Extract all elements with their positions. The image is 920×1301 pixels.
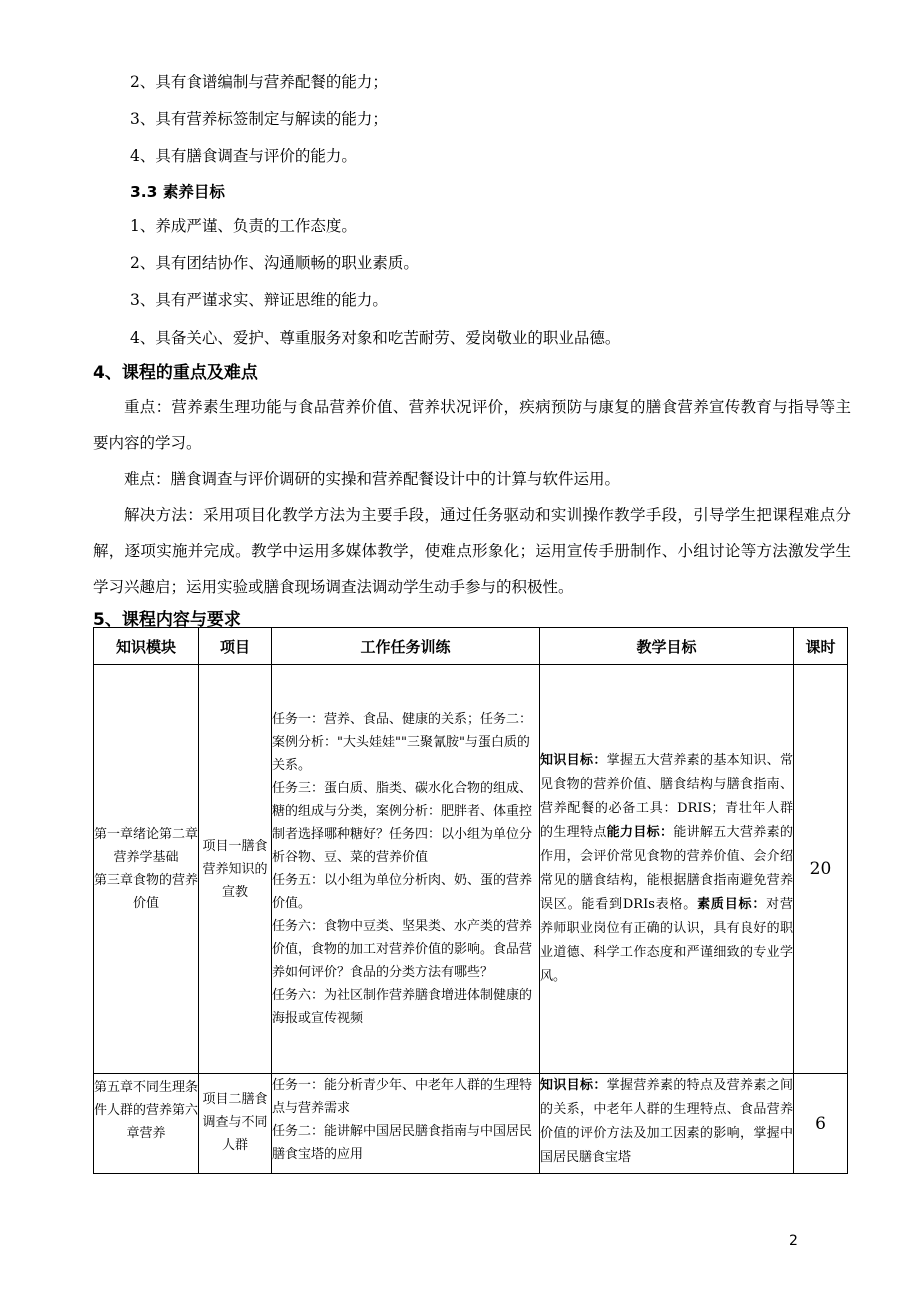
tasks-cell xyxy=(272,1074,540,1174)
module-text: 第三章食物的营养价值 xyxy=(94,873,199,911)
header-tasks: 工作任务训练 xyxy=(272,628,540,665)
ability-goal-text: 能讲解五大营养素的作用，会评价常见食物的营养价值、会介绍常见的膳食结构，能根据膳食指南避免营养误区。能看到DRIs表格。 xyxy=(540,825,793,912)
module-text: 第五章不同生理条件人群的营养第六章营养 xyxy=(94,1080,199,1141)
knowledge-goal-label: 知识目标： xyxy=(540,1078,607,1093)
section-3-3-title: 3.3 素养目标 xyxy=(130,183,225,201)
ability-item-3: 3、具有营养标签制定与解读的能力； xyxy=(130,110,388,128)
header-hours: 课时 xyxy=(794,628,848,665)
table-row xyxy=(94,665,848,1074)
task-item: 任务二：能讲解中国居民膳食指南与中国居民膳食宝塔的应用 xyxy=(272,1124,533,1162)
knowledge-goal-text: 掌握五大营养素的基本知识、常见食物的营养价值、膳食结构与膳食指南、营养配餐的必备工具：DRIS；青壮年人群的生理特点 xyxy=(540,753,793,840)
solution-paragraph: 解决方法：采用项目化教学方法为主要手段，通过任务驱动和实训操作教学手段，引导学生把课程难点分解，逐项实施并完成。教学中运用多媒体教学，使难点形象化；运用宣传手册制作、小组讨论等方法激发学生学习兴趣启；运用实验或膳食现场调查法调动学生动手参与的积极性。 xyxy=(93,506,851,596)
knowledge-goal-text: 掌握营养素的特点及营养素之间的关系，中老年人群的生理特点、食品营养价值的评价方法及加工因素的影响，掌握中国居民膳食宝塔 xyxy=(540,1078,793,1165)
key-point-paragraph: 重点：营养素生理功能与食品营养价值、营养状况评价，疾病预防与康复的膳食营养宣传教育与指导等主要内容的学习。 xyxy=(93,398,851,452)
goals-cell xyxy=(540,1074,794,1174)
header-project: 项目 xyxy=(199,628,272,665)
task-item: 任务五：以小组为单位分析肉、奶、蛋的营养价值。 xyxy=(272,873,533,911)
quality-goal-label: 素质目标： xyxy=(697,897,767,912)
difficulty-paragraph: 难点：膳食调查与评价调研的实操和营养配餐设计中的计算与软件运用。 xyxy=(124,470,621,488)
hours-cell: 20 xyxy=(794,665,848,1074)
module-text: 第一章绪论第二章营养学基础 xyxy=(94,827,199,865)
quality-item-4: 4、具备关心、爱护、尊重服务对象和吃苦耐劳、爱岗敬业的职业品德。 xyxy=(130,329,621,347)
ability-item-2: 2、具有食谱编制与营养配餐的能力； xyxy=(130,73,388,91)
header-module: 知识模块 xyxy=(94,628,199,665)
table-row xyxy=(94,1074,848,1174)
quality-item-2: 2、具有团结协作、沟通顺畅的职业素质。 xyxy=(130,254,419,272)
task-item: 任务三：蛋白质、脂类、碳水化合物的组成、糖的组成与分类，案例分析：肥胖者、体重控制者选择哪种糖好？任务四：以小组为单位分析谷物、豆、菜的营养价值 xyxy=(272,781,533,865)
task-item: 任务一：营养、食品、健康的关系；任务二：案例分析："大头娃娃""三聚氰胺"与蛋白质的关系。 xyxy=(272,712,533,773)
section-4-title: 4、课程的重点及难点 xyxy=(93,363,258,383)
table-header-row xyxy=(94,628,848,665)
ability-goal-label: 能力目标： xyxy=(606,825,674,840)
task-item: 任务六：为社区制作营养膳食增进体制健康的海报或宣传视频 xyxy=(272,988,533,1026)
quality-item-1: 1、养成严谨、负责的工作态度。 xyxy=(130,217,357,235)
page-number: 2 xyxy=(789,1233,798,1249)
module-cell xyxy=(94,665,199,1074)
section-5-title: 5、课程内容与要求 xyxy=(93,610,241,630)
ability-item-4: 4、具有膳食调查与评价的能力。 xyxy=(130,147,357,165)
project-cell: 项目二膳食调查与不同人群 xyxy=(199,1074,272,1174)
knowledge-goal-label: 知识目标： xyxy=(540,753,607,768)
course-content-table xyxy=(93,627,848,1174)
quality-goal-text: 对营养师职业岗位有正确的认识，具有良好的职业道德、科学工作态度和严谨细致的专业学风。 xyxy=(540,897,793,984)
module-cell xyxy=(94,1074,199,1174)
hours-cell: 6 xyxy=(794,1074,848,1174)
header-goals: 教学目标 xyxy=(540,628,794,665)
task-item: 任务六：食物中豆类、坚果类、水产类的营养价值，食物的加工对营养价值的影响。食品营养如何评价？食品的分类方法有哪些？ xyxy=(272,919,533,980)
project-cell: 项目一膳食营养知识的宣教 xyxy=(199,665,272,1074)
quality-item-3: 3、具有严谨求实、辩证思维的能力。 xyxy=(130,291,388,309)
goals-cell xyxy=(540,665,794,1074)
tasks-cell xyxy=(272,665,540,1074)
task-item: 任务一：能分析青少年、中老年人群的生理特点与营养需求 xyxy=(272,1078,533,1116)
